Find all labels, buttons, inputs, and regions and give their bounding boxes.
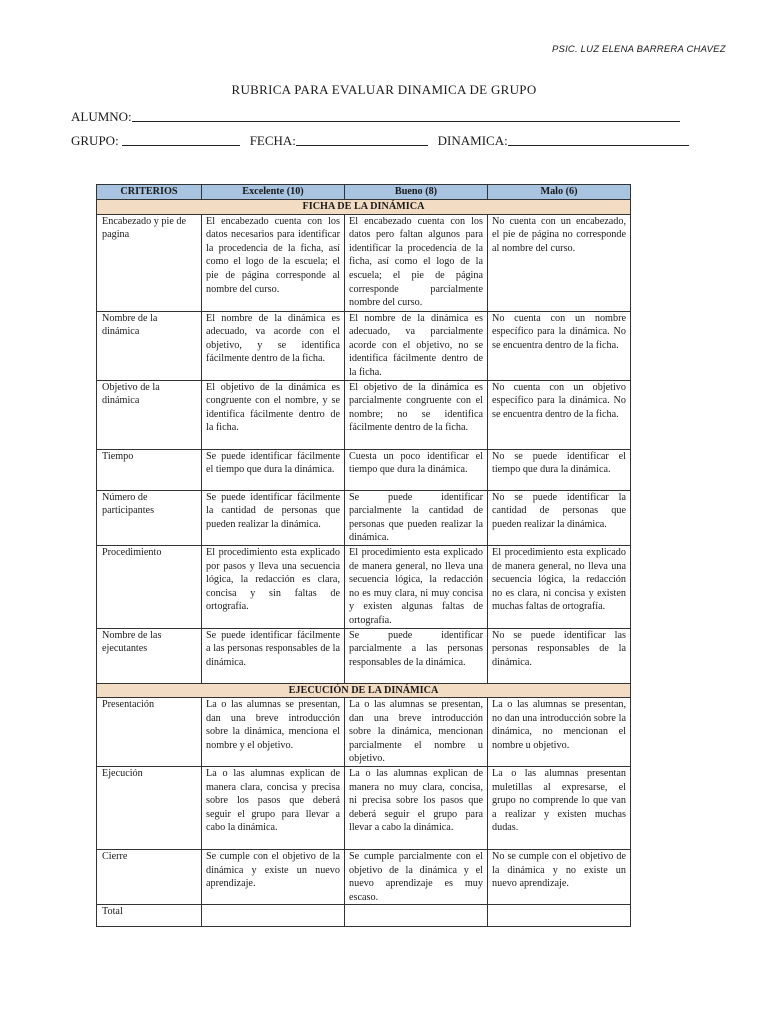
column-header-criterios: CRITERIOS <box>97 185 202 200</box>
fecha-blank-line[interactable] <box>296 133 428 146</box>
bueno-cell: El procedimiento esta explicado de manera general, no lleva una secuencia lógica, la redacción no es muy clara, ni muy concisa y existen algunas faltas de ortografía. <box>345 545 488 628</box>
bueno-cell: La o las alumnas se presentan, dan una breve introducción sobre la dinámica, mencionan parcialmente el nombre u objetivo. <box>345 698 488 767</box>
malo-cell: El procedimiento esta explicado de manera general, no lleva una secuencia lógica, la redacción no es clara, ni concisa y existen muchas faltas de ortografía. <box>488 545 631 628</box>
table-row <box>97 698 673 767</box>
criterion-cell: Presentación <box>97 698 202 767</box>
malo-cell: No se puede identificar la cantidad de personas que pueden realizar la dinámica. <box>488 490 631 545</box>
column-header-bueno: Bueno (8) <box>345 185 488 200</box>
table-row <box>97 545 673 628</box>
grupo-label: GRUPO: <box>71 133 119 148</box>
section-row <box>97 683 673 698</box>
total-malo-cell[interactable] <box>488 905 631 927</box>
criterion-cell: Tiempo <box>97 449 202 490</box>
bueno-cell: Se puede identificar parcialmente la cantidad de personas que pueden realizar la dinámica. <box>345 490 488 545</box>
criterion-cell: Objetivo de la dinámica <box>97 380 202 449</box>
table-row <box>97 311 673 380</box>
bueno-cell: El nombre de la dinámica es adecuado, va parcialmente acorde con el objetivo, no se identifica fácilmente dentro de la ficha. <box>345 311 488 380</box>
header-row <box>97 185 673 200</box>
grupo-fecha-dinamica-row <box>71 133 689 149</box>
malo-cell: La o las alumnas presentan muletillas al expresarse, el grupo no comprende lo que van a realizar y existen muchas dudas. <box>488 767 631 850</box>
bueno-cell: La o las alumnas explican de manera no muy clara, concisa, ni precisa sobre los pasos que deberá seguir el grupo para llevar a cabo la dinámica. <box>345 767 488 850</box>
total-row <box>97 905 673 927</box>
criterion-cell: Ejecución <box>97 767 202 850</box>
alumno-field-row <box>71 109 680 125</box>
total-excelente-cell[interactable] <box>202 905 345 927</box>
malo-cell: No se puede identificar las personas responsables de la dinámica. <box>488 628 631 683</box>
bueno-cell: Se cumple parcialmente con el objetivo de la dinámica y el nuevo aprendizaje es muy escaso. <box>345 850 488 905</box>
table-row <box>97 490 673 545</box>
criterion-cell: Número de participantes <box>97 490 202 545</box>
excelente-cell: La o las alumnas se presentan, dan una breve introducción sobre la dinámica, menciona el nombre y el objetivo. <box>202 698 345 767</box>
rubric-table <box>96 184 673 927</box>
column-header-malo: Malo (6) <box>488 185 631 200</box>
criterion-cell: Nombre de las ejecutantes <box>97 628 202 683</box>
malo-cell: No se puede identificar el tiempo que dura la dinámica. <box>488 449 631 490</box>
malo-cell: No cuenta con un objetivo específico para la dinámica. No se encuentra dentro de la ficha. <box>488 380 631 449</box>
malo-cell: No se cumple con el objetivo de la dinámica y no existe un nuevo aprendizaje. <box>488 850 631 905</box>
bueno-cell: Cuesta un poco identificar el tiempo que dura la dinámica. <box>345 449 488 490</box>
section-row <box>97 200 673 215</box>
grupo-blank-line[interactable] <box>122 133 240 146</box>
excelente-cell: El procedimiento esta explicado por pasos y lleva una secuencia lógica, la redacción es clara, concisa y sin faltas de ortografía. <box>202 545 345 628</box>
excelente-cell: La o las alumnas explican de manera clara, concisa y precisa sobre los pasos que deberá seguir el grupo para llevar a cabo la dinámica. <box>202 767 345 850</box>
bueno-cell: El objetivo de la dinámica es parcialmente congruente con el nombre; no se identifica fácilmente dentro de la ficha. <box>345 380 488 449</box>
alumno-blank-line[interactable] <box>132 109 680 122</box>
section-title: FICHA DE LA DINÁMICA <box>97 200 631 215</box>
table-row <box>97 214 673 311</box>
dinamica-blank-line[interactable] <box>508 133 689 146</box>
dinamica-label: DINAMICA: <box>437 133 508 148</box>
table-row <box>97 850 673 905</box>
author-name: PSIC. LUZ ELENA BARRERA CHAVEZ <box>552 44 726 55</box>
section-title: EJECUCIÓN DE LA DINÁMICA <box>97 683 631 698</box>
excelente-cell: Se puede identificar fácilmente la cantidad de personas que pueden realizar la dinámica. <box>202 490 345 545</box>
bueno-cell: Se puede identificar parcialmente a las personas responsables de la dinámica. <box>345 628 488 683</box>
document-title: RUBRICA PARA EVALUAR DINAMICA DE GRUPO <box>231 82 537 97</box>
total-bueno-cell[interactable] <box>345 905 488 927</box>
excelente-cell: Se puede identificar fácilmente a las personas responsables de la dinámica. <box>202 628 345 683</box>
column-header-excelente: Excelente (10) <box>202 185 345 200</box>
criterion-cell: Encabezado y pie de pagina <box>97 214 202 311</box>
criterion-cell: Cierre <box>97 850 202 905</box>
criterion-cell: Procedimiento <box>97 545 202 628</box>
excelente-cell: El encabezado cuenta con los datos necesarios para identificar la procedencia de la ficha, así como el logo de la escuela; el pie de página corresponde al nombre del curso. <box>202 214 345 311</box>
bueno-cell: El encabezado cuenta con los datos pero faltan algunos para identificar la procedencia de la ficha, así como el logo de la escuela; el pie de página corresponde parcialmente nombre del curso. <box>345 214 488 311</box>
excelente-cell: El objetivo de la dinámica es congruente con el nombre, y se identifica fácilmente dentro de la ficha. <box>202 380 345 449</box>
fecha-label: FECHA: <box>249 133 296 148</box>
table-row <box>97 767 673 850</box>
excelente-cell: Se cumple con el objetivo de la dinámica y existe un nuevo aprendizaje. <box>202 850 345 905</box>
table-row <box>97 380 673 449</box>
excelente-cell: Se puede identificar fácilmente el tiempo que dura la dinámica. <box>202 449 345 490</box>
table-row <box>97 628 673 683</box>
table-row <box>97 449 673 490</box>
alumno-label: ALUMNO: <box>71 109 132 124</box>
malo-cell: No cuenta con un encabezado, el pie de página no corresponde al nombre del curso. <box>488 214 631 311</box>
total-label: Total <box>97 905 202 927</box>
excelente-cell: El nombre de la dinámica es adecuado, va acorde con el objetivo, y se identifica fácilmente dentro de la ficha. <box>202 311 345 380</box>
malo-cell: No cuenta con un nombre específico para la dinámica. No se encuentra dentro de la ficha. <box>488 311 631 380</box>
malo-cell: La o las alumnas se presentan, no dan una introducción sobre la dinámica, no mencionan el nombre u objetivo. <box>488 698 631 767</box>
criterion-cell: Nombre de la dinámica <box>97 311 202 380</box>
